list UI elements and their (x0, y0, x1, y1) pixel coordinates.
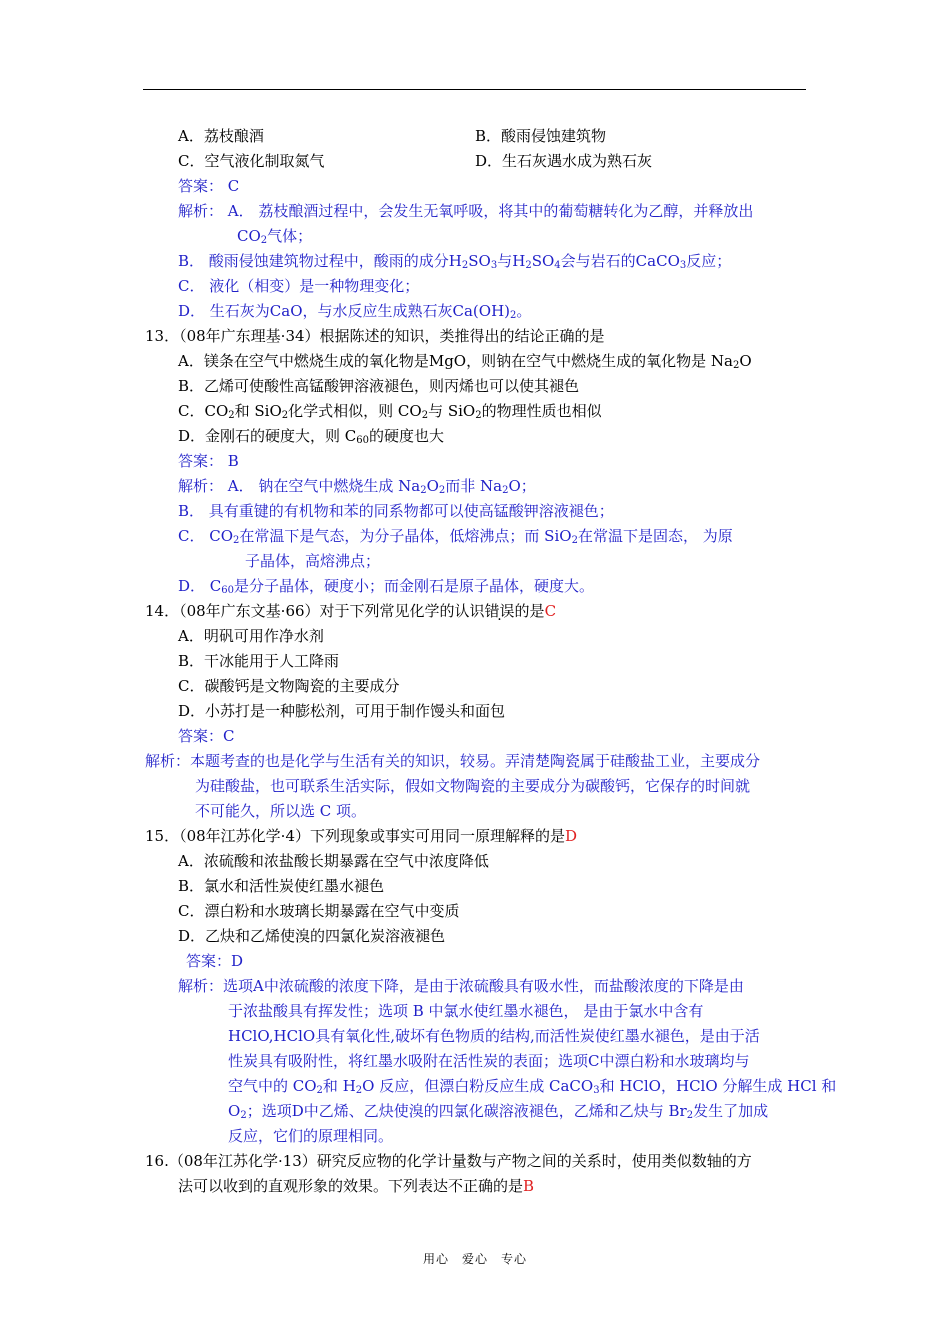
q16-stem-2: 法可以收到的直观形象的效果。下列表达不正确的是B (178, 1177, 535, 1195)
q15-option-a: A．浓硫酸和浓盐酸长期暴露在空气中浓度降低 (178, 852, 489, 870)
q12-analysis-a-cont: $CO_2$气体； (237, 227, 313, 246)
q14-analysis-3: 不可能久，所以选 C 项。 (195, 802, 367, 820)
q14-option-a: A．明矾可用作净水剂 (178, 627, 324, 645)
q14-answer: 答案：C (178, 727, 235, 745)
q15-analysis-6: $O_2$；选项D中乙烯、乙炔使溴的四氯化碳溶液褪色，乙烯和乙炔与 $Br_2$发生了加成 (228, 1102, 769, 1121)
q14-analysis-1: 解析：本题考查的也是化学与生活有关的知识，较易。弄清楚陶瓷属于硅酸盐工业，主要成分 (145, 752, 761, 770)
q15-stem-answer: D (565, 827, 578, 845)
q12-analysis-b: B． 酸雨侵蚀建筑物过程中，酸雨的成分$H_2SO_3$与$H_2SO_4$会与岩石的CaCO$_3$反应； (178, 252, 732, 271)
q15-analysis-4: 性炭具有吸附性，将红墨水吸附在活性炭的表面；选项C中漂白粉和水玻璃均与 (228, 1052, 750, 1070)
q15-analysis-5: 空气中的 $CO_2$和 $H_2O$ 反应，但漂白粉反应生成 CaCO$_3$和 HClO，HClO 分解生成 HCl 和 (228, 1077, 837, 1096)
q14-option-d: D．小苏打是一种膨松剂，可用于制作馒头和面包 (178, 702, 506, 720)
q12-analysis-a: 解析： A． 荔枝酿酒过程中，会发生无氧呼吸，将其中的葡萄糖转化为乙醇，并释放出 (178, 202, 754, 220)
q15-analysis-2: 于浓盐酸具有挥发性；选项 B 中氯水使红墨水褪色， 是由于氯水中含有 (228, 1002, 704, 1020)
q13-analysis-c: C． $CO_2$在常温下是气态，为分子晶体，低熔沸点；而 SiO$_2$在常温下是固态， 为原 (178, 527, 733, 546)
q14-option-c: C．碳酸钙是文物陶瓷的主要成分 (178, 677, 400, 695)
q12-option-b: B．酸雨侵蚀建筑物 (475, 127, 607, 145)
q12-answer: 答案： C (178, 177, 240, 195)
header-rule (143, 89, 806, 90)
q14-analysis-2: 为硅酸盐，也可联系生活实际，假如文物陶瓷的主要成分为碳酸钙，它保存的时间就 (195, 777, 751, 795)
q13-answer: 答案： B (178, 452, 239, 470)
q13-stem: 13．（08年广东理基·34）根据陈述的知识，类推得出的结论正确的是 (145, 327, 605, 345)
q14-stem: 14．（08年广东文基·66）对于下列常见化学的认识错误的是C (145, 602, 557, 620)
q15-analysis-1: 解析：选项A中浓硫酸的浓度下降，是由于浓硫酸具有吸水性，而盐酸浓度的下降是由 (178, 977, 744, 995)
q15-option-c: C．漂白粉和水玻璃长期暴露在空气中变质 (178, 902, 460, 920)
q13-analysis-d: D． $C_{60}$是分子晶体，硬度小；而金刚石是原子晶体，硬度大。 (178, 577, 595, 596)
q16-stem-answer: B (523, 1177, 535, 1195)
q15-analysis-7: 反应，它们的原理相同。 (228, 1127, 394, 1145)
page-footer: 用心 爱心 专心 (422, 1252, 527, 1266)
q13-analysis-a: 解析： A． 钠在空气中燃烧生成 $Na_2O_2$而非 $Na_2O$； (178, 477, 536, 496)
q12-analysis-c: C． 液化（相变）是一种物理变化； (178, 277, 420, 295)
q13-option-b: B．乙烯可使酸性高锰酸钾溶液褪色，则丙烯也可以使其褪色 (178, 377, 580, 395)
q15-option-b: B．氯水和活性炭使红墨水褪色 (178, 877, 385, 895)
q12-option-c: C．空气液化制取氮气 (178, 152, 325, 170)
q15-stem: 15．（08年江苏化学·4）下列现象或事实可用同一原理解释的是D (145, 827, 578, 845)
q12-option-d: D．生石灰遇水成为熟石灰 (475, 152, 653, 170)
q14-emphasis: 错误 (484, 602, 515, 620)
q13-option-a: A．镁条在空气中燃烧生成的氧化物是MgO，则钠在空气中燃烧生成的氧化物是 $Na_2O$ (178, 352, 752, 371)
q12-analysis-d: D． 生石灰为CaO，与水反应生成熟石灰$Ca(OH)_2$。 (178, 302, 532, 321)
q15-analysis-3: HClO,HClO具有氧化性,破坏有色物质的结构,而活性炭使红墨水褪色，是由于活 (228, 1027, 760, 1045)
q13-analysis-c-cont: 子晶体，高熔沸点； (245, 552, 381, 570)
q13-analysis-b: B． 具有重键的有机物和苯的同系物都可以使高锰酸钾溶液褪色； (178, 502, 614, 520)
q12-option-a: A．荔枝酿酒 (178, 127, 264, 145)
q15-option-d: D．乙炔和乙烯使溴的四氯化炭溶液褪色 (178, 927, 446, 945)
q13-option-d: D．金刚石的硬度大，则 $C_{60}$的硬度也大 (178, 427, 445, 446)
q14-option-b: B．干冰能用于人工降雨 (178, 652, 340, 670)
q14-stem-answer: C (544, 602, 557, 620)
q15-answer: 答案：D (186, 952, 244, 970)
q16-stem-1: 16.（08年江苏化学·13）研究反应物的化学计量数与产物之间的关系时，使用类似数轴的方 (145, 1152, 752, 1170)
q13-option-c: C．$CO_2$和 SiO$_2$化学式相似，则 $CO_2$与 SiO$_2$的物理性质也相似 (178, 402, 602, 421)
